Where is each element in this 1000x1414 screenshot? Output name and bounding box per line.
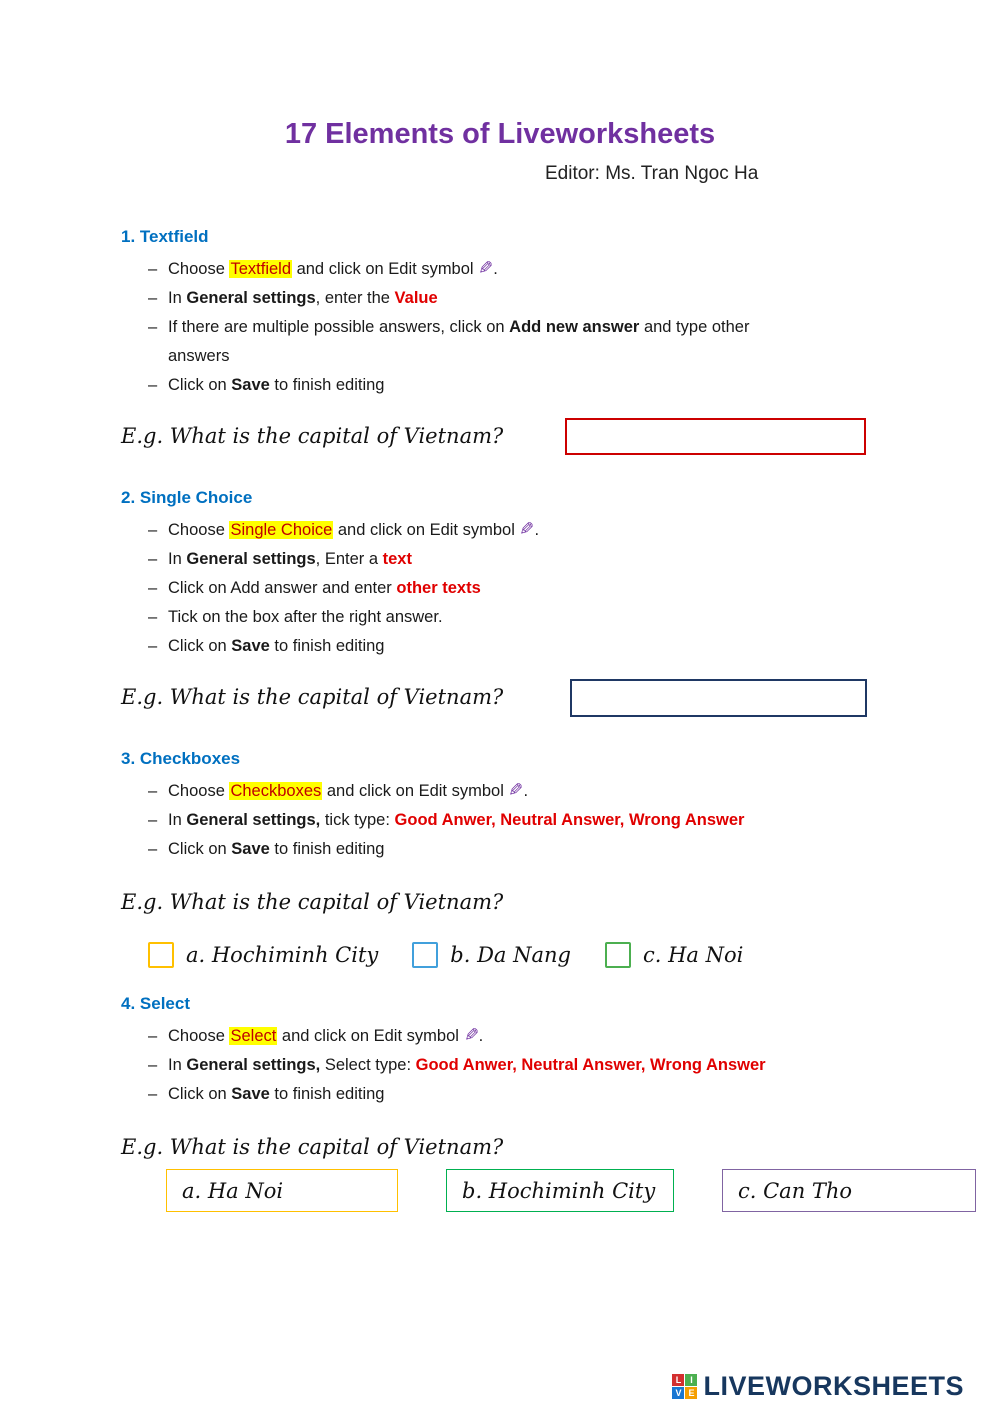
text: Click on [168, 1085, 232, 1103]
highlight-text: Textfield [230, 260, 291, 278]
brand-name: LIVEWORKSHEETS [703, 1371, 964, 1401]
checkbox-label-c: c. Ha Noi [642, 943, 744, 967]
edit-pencil-icon: ✎ [508, 780, 524, 800]
select-label-b: b. Hochiminh City [462, 1178, 656, 1203]
select-option-c[interactable] [722, 1169, 976, 1212]
text: In [168, 1056, 187, 1074]
section-textfield [121, 227, 972, 464]
red-text: Good Anwer, Neutral Answer, Wrong Answer [415, 1056, 766, 1074]
page-title: 17 Elements of Liveworksheets [284, 118, 716, 150]
text: and click on Edit symbol [322, 782, 509, 800]
bullet-dash: – [148, 376, 158, 394]
text: Click on [168, 376, 232, 394]
section-heading-single-choice: 2. Single Choice [121, 488, 253, 507]
text: to finish editing [269, 1085, 385, 1103]
text: Tick on the box after the right answer. [168, 608, 443, 626]
text: . [534, 521, 540, 539]
bullet-dash: – [148, 521, 158, 539]
text: Choose [168, 782, 230, 800]
text: and click on Edit symbol [333, 521, 520, 539]
section-single-choice [121, 488, 972, 725]
section-checkboxes [121, 749, 972, 970]
red-text: Good Anwer, Neutral Answer, Wrong Answer [394, 811, 745, 829]
select-label-c: c. Can Tho [738, 1178, 853, 1203]
bullet-item [121, 806, 972, 835]
section-select [121, 994, 972, 1212]
bullet-item [121, 835, 972, 864]
logo-square-e: E [685, 1387, 697, 1399]
example-question: E.g. What is the capital of Vietnam? [121, 424, 504, 448]
bullet-dash: – [148, 318, 158, 336]
bold-text: Save [231, 1085, 270, 1103]
bullet-dash: – [148, 1056, 158, 1074]
edit-pencil-icon: ✎ [519, 519, 535, 539]
example-question-row [121, 890, 972, 920]
checkbox-a[interactable] [148, 942, 174, 968]
select-label-a: a. Ha Noi [182, 1178, 284, 1203]
example-question: E.g. What is the capital of Vietnam? [121, 1135, 504, 1159]
example-question: E.g. What is the capital of Vietnam? [121, 890, 504, 914]
text: In [168, 550, 187, 568]
bullet-dash: – [148, 579, 158, 597]
checkbox-label-b: b. Da Nang [450, 943, 571, 967]
checkbox-option-a [148, 942, 378, 968]
logo-square-v: V [672, 1387, 684, 1399]
editor-byline: Editor: Ms. Tran Ngoc Ha [545, 163, 759, 184]
bold-text: Save [231, 376, 270, 394]
text: , Enter a [315, 550, 383, 568]
text: . [478, 1027, 484, 1045]
instruction-list [121, 516, 972, 661]
text: and click on Edit symbol [277, 1027, 464, 1045]
bullet-dash: – [148, 1027, 158, 1045]
bold-text: General settings, [186, 1056, 321, 1074]
text: . [493, 260, 498, 278]
bold-text: Save [231, 637, 270, 655]
text: to finish editing [269, 637, 385, 655]
logo-square-l: L [672, 1374, 684, 1386]
bullet-dash: – [148, 637, 158, 655]
bold-text: Save [231, 840, 270, 858]
bullet-item [121, 777, 972, 806]
bullet-dash: – [148, 550, 158, 568]
instruction-list [121, 255, 972, 400]
select-option-a[interactable] [166, 1169, 398, 1212]
bullet-item [121, 1051, 972, 1080]
worksheet-body [0, 185, 1000, 1212]
text: Click on Add answer and enter [168, 579, 397, 597]
text: In [168, 811, 187, 829]
red-text: Value [394, 289, 438, 307]
edit-pencil-icon: ✎ [463, 1025, 479, 1045]
instruction-list [121, 777, 972, 864]
text: and type other answers [168, 318, 750, 365]
bullet-item [121, 574, 972, 603]
example-question: E.g. What is the capital of Vietnam? [121, 685, 504, 709]
bullet-dash: – [148, 289, 158, 307]
bold-text: Add new answer [509, 318, 640, 336]
bullet-item [121, 284, 972, 313]
liveworksheets-footer [672, 1371, 964, 1402]
bullet-item [121, 603, 972, 632]
bullet-item [121, 313, 808, 371]
section-heading-select: 4. Select [121, 994, 190, 1013]
checkbox-option-b [412, 942, 571, 968]
example-question-row [121, 424, 972, 464]
text: to finish editing [269, 840, 385, 858]
single-choice-answer-input[interactable] [570, 679, 867, 717]
select-option-b[interactable] [446, 1169, 674, 1212]
bullet-item [121, 545, 972, 574]
bullet-dash: – [148, 1085, 158, 1103]
instruction-list [121, 1022, 972, 1109]
bullet-dash: – [148, 782, 158, 800]
section-heading-textfield: 1. Textfield [121, 227, 209, 246]
highlight-text: Checkboxes [230, 782, 322, 800]
highlight-text: Select [230, 1027, 277, 1045]
text: If there are multiple possible answers, click on [168, 318, 510, 336]
checkbox-label-a: a. Hochiminh City [186, 943, 379, 967]
red-text: other texts [396, 579, 481, 597]
checkbox-options-row [148, 940, 972, 970]
bullet-item [121, 371, 972, 400]
bullet-dash: – [148, 811, 158, 829]
checkbox-b[interactable] [412, 942, 438, 968]
example-question-row [121, 1135, 972, 1165]
text: . [523, 782, 529, 800]
bullet-item [121, 516, 972, 545]
bullet-item [121, 1022, 972, 1051]
text: Click on [168, 840, 232, 858]
checkbox-option-c [605, 942, 743, 968]
bold-text: General settings [186, 550, 316, 568]
text: Choose [168, 521, 230, 539]
bullet-item [121, 255, 972, 284]
text: Choose [168, 260, 230, 278]
bullet-item [121, 632, 972, 661]
red-text: text [382, 550, 412, 568]
logo-square-i: I [685, 1374, 697, 1386]
text: Click on [168, 637, 232, 655]
bullet-dash: – [148, 260, 158, 278]
text: Select type: [320, 1056, 416, 1074]
bullet-dash: – [148, 608, 158, 626]
section-heading-checkboxes: 3. Checkboxes [121, 749, 241, 768]
text: In [168, 289, 187, 307]
checkbox-c[interactable] [605, 942, 631, 968]
bullet-dash: – [148, 840, 158, 858]
text: , enter the [315, 289, 395, 307]
highlight-text: Single Choice [230, 521, 333, 539]
text: tick type: [320, 811, 395, 829]
bold-text: General settings, [186, 811, 321, 829]
edit-pencil-icon: ✎ [478, 258, 494, 278]
bold-text: General settings [186, 289, 316, 307]
bullet-item [121, 1080, 972, 1109]
text: and click on Edit symbol [292, 260, 479, 278]
liveworksheets-logo-icon [672, 1374, 697, 1399]
textfield-answer-input[interactable] [565, 418, 866, 455]
text: to finish editing [269, 376, 385, 394]
example-question-row [121, 685, 972, 725]
text: Choose [168, 1027, 230, 1045]
select-options-row [166, 1169, 972, 1212]
